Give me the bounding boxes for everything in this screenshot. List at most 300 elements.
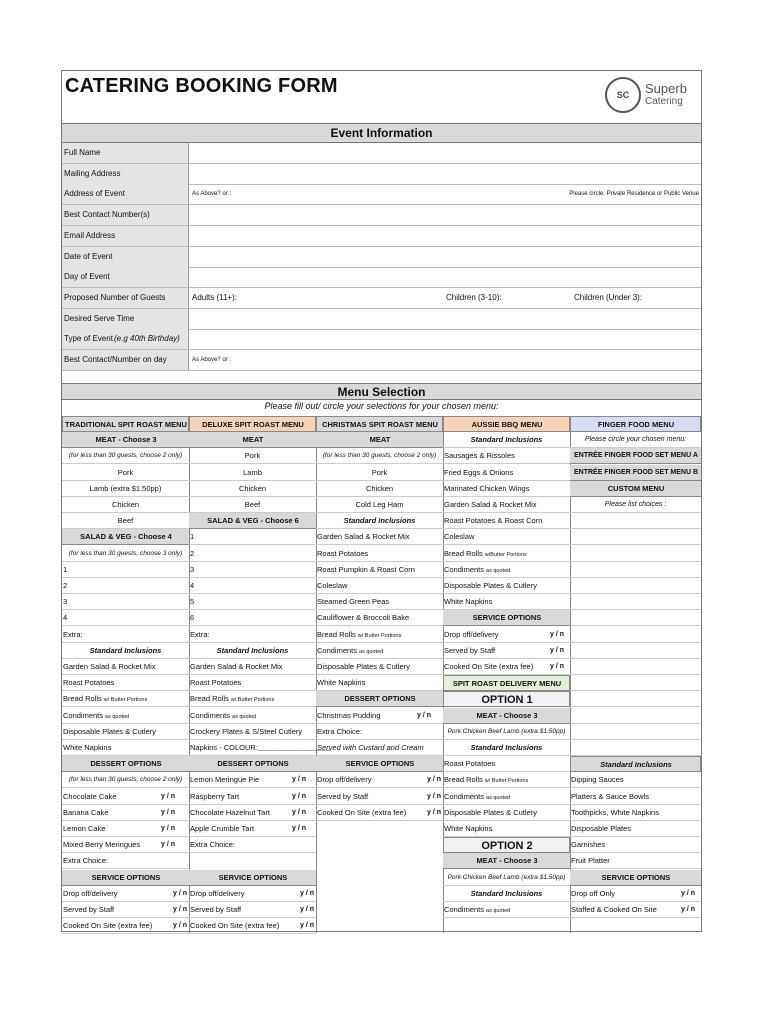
- inclusion-item: [443, 481, 570, 497]
- meat-item[interactable]: [189, 448, 316, 464]
- salad-slot[interactable]: [62, 578, 189, 594]
- event-row-input[interactable]: [190, 226, 701, 246]
- inclusion-item: [443, 594, 570, 610]
- salad-slot[interactable]: [189, 594, 316, 610]
- napkin-colour-line[interactable]: ________________________: [257, 746, 332, 752]
- inclusion-item: [570, 821, 701, 837]
- custom-choice-line[interactable]: [570, 643, 701, 659]
- extra-choice-field[interactable]: [62, 853, 189, 869]
- inclusion-item: [316, 546, 443, 562]
- salad-veg-choose-4: [62, 529, 189, 545]
- inclusion-item-text: Disposable Plates & Cutlery: [63, 726, 156, 736]
- standard-inclusions-label-text: Standard Inclusions: [600, 760, 672, 770]
- service-option-text: Drop off/delivery: [190, 888, 245, 898]
- dessert-item-text: Christmas Pudding: [317, 710, 381, 720]
- standard-inclusions-label: [62, 643, 189, 659]
- custard-note: [316, 740, 443, 756]
- meat-item[interactable]: [62, 465, 189, 481]
- service-option: [443, 627, 570, 643]
- inclusion-item-text: Garden Salad & Rocket Mix: [317, 532, 410, 542]
- service-option: [62, 902, 189, 918]
- yes-no-choice[interactable]: y / n: [426, 808, 441, 816]
- custard-note-text: Served with Custard and Cream: [317, 743, 424, 752]
- event-row: [62, 226, 701, 247]
- inclusion-item: [62, 740, 189, 756]
- meat-item-text: Beef: [244, 500, 261, 509]
- inclusion-item: [62, 691, 189, 707]
- custom-choice-line[interactable]: [570, 659, 701, 675]
- inclusion-item: [316, 529, 443, 545]
- meat-note: [62, 448, 189, 464]
- custom-choice-line[interactable]: [570, 740, 701, 756]
- event-row-input[interactable]: [190, 350, 701, 370]
- circle-menu-note-text: Please circle your chosen menu:: [584, 436, 687, 444]
- inclusion-item-text: Garden Salad & Rocket Mix: [190, 662, 283, 671]
- custom-choice-line[interactable]: [570, 594, 701, 610]
- set-menu-a-text: ENTRÉE FINGER FOOD SET MENU A: [574, 452, 698, 460]
- list-choices-note-text: Please list choices :: [604, 501, 667, 508]
- salad-slot-text: 1: [63, 564, 68, 574]
- dessert-item-text: Mixed Berry Meringues: [63, 840, 141, 850]
- inclusion-item-text: White Napkins: [444, 824, 493, 833]
- event-row-value: As Above? or :: [192, 191, 232, 198]
- service-options-header: [316, 756, 443, 772]
- spit-roast-delivery-header-text: SPIT ROAST DELIVERY MENU: [452, 679, 562, 689]
- inclusion-item: [443, 546, 570, 562]
- meat-choose-3: [62, 432, 189, 448]
- menu-note: Please fill out/ circle your selections for your chosen menu:: [264, 401, 499, 411]
- salad-slot-text: 4: [63, 613, 68, 623]
- service-option: [316, 772, 443, 788]
- yes-no-choice[interactable]: y / n: [549, 646, 564, 654]
- meat-header-text: MEAT: [242, 435, 264, 445]
- dessert-options-header: [189, 756, 316, 772]
- event-row-label: Type of Event: [62, 329, 189, 349]
- event-row-label: Mailing Address: [62, 164, 189, 184]
- list-choices-note: [570, 497, 701, 513]
- service-option-text: Cooked On Site (extra fee): [63, 921, 153, 931]
- yes-no-choice[interactable]: y / n: [172, 889, 187, 897]
- event-row-input[interactable]: [190, 143, 701, 163]
- inclusion-item-text: Platters & Sauce Bowls: [571, 791, 649, 801]
- dessert-item-text: Raspberry Tart: [190, 791, 240, 801]
- dessert-item-text: Lemon Cake: [63, 824, 106, 833]
- inclusion-item-text: Marinated Chicken Wings: [444, 483, 530, 493]
- meat-item-text: Pork: [117, 467, 134, 477]
- salad-slot-text: 4: [190, 581, 195, 590]
- yes-no-choice[interactable]: y / n: [416, 711, 431, 719]
- salad-note: [62, 546, 189, 562]
- inclusion-item: [443, 448, 570, 464]
- inclusion-item: [443, 513, 570, 529]
- custom-choice-line[interactable]: [570, 708, 701, 724]
- inclusion-item: [316, 675, 443, 691]
- extra-field-text: Extra:: [190, 629, 210, 639]
- set-menu-b[interactable]: [570, 465, 701, 481]
- meat-choices-text: Pork Chicken Beef Lamb (extra $1.50pp): [447, 873, 566, 881]
- inclusion-item: [443, 789, 570, 805]
- dessert-item-text: Apple Crumble Tart: [190, 824, 255, 833]
- yes-no-choice[interactable]: y / n: [680, 889, 695, 897]
- event-row-input[interactable]: [190, 309, 701, 329]
- service-options-header-text: SERVICE OPTIONS: [472, 613, 542, 623]
- set-menu-a[interactable]: [570, 448, 701, 464]
- inclusion-item: [62, 675, 189, 691]
- standard-inclusions-label: [443, 740, 570, 756]
- event-row-hint: (e.g 40th Birthday): [114, 334, 180, 344]
- yes-no-choice[interactable]: y / n: [160, 792, 175, 800]
- under3-label: Children (Under 3):: [574, 292, 643, 302]
- event-row-input[interactable]: [190, 247, 701, 267]
- inclusion-item-text: Roast Potatoes: [317, 548, 369, 558]
- yes-no-choice[interactable]: y / n: [172, 922, 187, 930]
- inclusion-item: [443, 529, 570, 545]
- event-row-input[interactable]: [190, 164, 701, 184]
- inclusion-item: [62, 659, 189, 675]
- inclusion-item: [443, 578, 570, 594]
- item-note: as quoted: [232, 713, 257, 720]
- event-row: [62, 143, 701, 164]
- service-options-header: [189, 870, 316, 886]
- salad-veg-choose-6: [189, 513, 316, 529]
- extra-choice-field[interactable]: [189, 837, 316, 853]
- salad-slot-text: 2: [190, 548, 195, 558]
- service-option: [62, 886, 189, 902]
- meat-choices: [443, 724, 570, 740]
- salad-note-text: (for less than 30 guests, choose 3 only): [68, 549, 183, 557]
- inclusion-item: [570, 805, 701, 821]
- meat-item[interactable]: [62, 513, 189, 529]
- item-note: w/ Butter Portions: [357, 632, 402, 639]
- meat-item-text: Beef: [117, 516, 134, 526]
- extra-choice-field[interactable]: [316, 724, 443, 740]
- inclusion-item-text: Sausages & Rissoles: [444, 451, 515, 461]
- inclusion-item: [443, 821, 570, 837]
- inclusion-item-text: Steamed Green Peas: [317, 597, 390, 607]
- service-options-header: [570, 870, 701, 886]
- service-options-header-text: SERVICE OPTIONS: [601, 872, 671, 882]
- event-row-label: Proposed Number of Guests: [62, 288, 189, 308]
- item-note: w/Butter Portions: [484, 551, 527, 558]
- venue-type-note: Please circle: Private Residence or Public Venue: [569, 191, 699, 198]
- yes-no-choice[interactable]: y / n: [160, 808, 175, 816]
- custom-menu[interactable]: [570, 481, 701, 497]
- salad-slot[interactable]: [189, 529, 316, 545]
- custom-choice-line[interactable]: [570, 562, 701, 578]
- custom-menu-text: CUSTOM MENU: [607, 483, 665, 493]
- service-option: [570, 902, 701, 918]
- salad-slot-text: 2: [63, 581, 68, 590]
- custom-choice-line[interactable]: [570, 675, 701, 691]
- napkin-colour: [189, 740, 332, 756]
- inclusion-item: [316, 562, 443, 578]
- dessert-note: [62, 772, 189, 788]
- meat-item[interactable]: [316, 497, 443, 513]
- finger-food-header-text: FINGER FOOD MENU: [597, 420, 675, 429]
- service-option: [189, 902, 316, 918]
- catering-booking-form: [61, 70, 702, 932]
- item-note: as quoted: [486, 567, 511, 574]
- yes-no-choice[interactable]: y / n: [299, 906, 314, 913]
- dessert-options-header-text: DESSERT OPTIONS: [344, 694, 416, 704]
- event-row-label: Email Address: [62, 226, 189, 246]
- service-option-text: Drop off Only: [571, 888, 616, 898]
- event-row: [62, 267, 701, 288]
- event-row-label: Date of Event: [62, 247, 189, 267]
- meat-item-text: Chicken: [111, 500, 140, 509]
- christmas-menu-header-text: CHRISTMAS SPIT ROAST MENU: [322, 420, 438, 429]
- event-row: [62, 309, 701, 330]
- meat-header-text: MEAT: [369, 435, 391, 445]
- meat-item[interactable]: [62, 481, 189, 497]
- dessert-item: [189, 821, 316, 837]
- meat-header: [189, 432, 316, 448]
- inclusion-item-text: Garden Salad & Rocket Mix: [63, 662, 156, 671]
- standard-inclusions-label-text: Standard Inclusions: [343, 516, 416, 526]
- yes-no-choice[interactable]: y / n: [680, 906, 695, 913]
- salad-slot[interactable]: [189, 578, 316, 594]
- extra-choice-field-text: Extra Choice:: [190, 840, 236, 850]
- dessert-item: [62, 821, 189, 837]
- custom-choice-line[interactable]: [570, 691, 701, 707]
- logo-sub: Catering: [645, 96, 683, 107]
- inclusion-item-text: White Napkins: [317, 678, 366, 688]
- inclusion-item-text: Crockery Plates & S/Steel Cutlery: [190, 726, 303, 736]
- item-note: w/ Butter Portions: [103, 697, 148, 704]
- inclusion-item-text: Roast Potatoes: [444, 759, 496, 769]
- service-option-text: Served by Staff: [63, 905, 115, 914]
- inclusion-item-text: Disposable Plates & Cutlery: [317, 662, 410, 671]
- yes-no-choice[interactable]: y / n: [426, 776, 441, 784]
- event-row: [62, 164, 701, 185]
- event-row-input[interactable]: [190, 267, 701, 287]
- inclusion-item-text: Roast Pumpkin & Roast Corn: [317, 564, 415, 574]
- meat-item[interactable]: [189, 481, 316, 497]
- yes-no-choice[interactable]: y / n: [160, 841, 175, 849]
- standard-inclusions-label-text: Standard Inclusions: [216, 645, 289, 655]
- standard-inclusions-label-text: Standard Inclusions: [89, 645, 162, 655]
- dessert-item: [62, 805, 189, 821]
- salad-slot[interactable]: [189, 610, 316, 626]
- salad-slot-text: 3: [190, 564, 195, 574]
- service-option-text: Served by Staff: [444, 645, 496, 655]
- inclusion-item: [62, 724, 189, 740]
- event-row: [62, 350, 701, 371]
- inclusion-item-text: Coleslaw: [444, 532, 475, 542]
- custom-choice-line[interactable]: [570, 578, 701, 594]
- set-menu-b-text: ENTRÉE FINGER FOOD SET MENU B: [573, 468, 699, 476]
- dessert-item-text: Lemon Meringue Pie: [190, 775, 260, 785]
- finger-food-header: [570, 416, 701, 432]
- logo: [605, 75, 697, 115]
- meat-choose-3-text: MEAT - Choose 3: [476, 710, 538, 720]
- form-title: CATERING BOOKING FORM: [65, 75, 338, 97]
- item-note: as quoted: [359, 648, 384, 655]
- inclusion-item-text: Roast Potatoes & Roast Corn: [444, 516, 543, 526]
- inclusion-item-text: Condiments: [444, 564, 485, 574]
- inclusion-item: [316, 659, 443, 675]
- meat-note: [316, 448, 443, 464]
- meat-item[interactable]: [316, 481, 443, 497]
- meat-item-text: Chicken: [365, 483, 394, 493]
- inclusion-item: [443, 465, 570, 481]
- event-row-input[interactable]: [190, 205, 701, 225]
- service-option: [62, 918, 189, 934]
- service-options-header: [62, 870, 189, 886]
- event-row-input[interactable]: [190, 329, 701, 349]
- dessert-item: [62, 789, 189, 805]
- standard-inclusions-label: [316, 513, 443, 529]
- inclusion-item-text: Condiments: [444, 905, 485, 914]
- inclusion-item-text: Condiments: [317, 645, 358, 655]
- inclusion-item-text: Fried Eggs & Onions: [444, 467, 514, 477]
- yes-no-choice[interactable]: y / n: [291, 808, 306, 816]
- yes-no-choice[interactable]: y / n: [549, 663, 564, 670]
- event-row: [62, 247, 701, 268]
- custom-choice-line[interactable]: [570, 529, 701, 545]
- salad-slot[interactable]: [189, 562, 316, 578]
- meat-item[interactable]: [189, 465, 316, 481]
- inclusion-item: [316, 627, 443, 643]
- inclusion-item-text: Garden Salad & Rocket Mix: [444, 500, 537, 509]
- yes-no-choice[interactable]: y / n: [291, 825, 306, 832]
- yes-no-choice[interactable]: y / n: [291, 776, 306, 784]
- dessert-item-text: Chocolate Cake: [63, 791, 117, 801]
- service-option: [443, 659, 570, 675]
- option-2-header-text: OPTION 2: [481, 840, 533, 853]
- dessert-item: [189, 805, 316, 821]
- christmas-menu-header: [316, 416, 443, 432]
- salad-slot[interactable]: [62, 610, 189, 626]
- inclusion-item: [316, 610, 443, 626]
- yes-no-choice[interactable]: y / n: [426, 792, 441, 800]
- meat-item[interactable]: [62, 497, 189, 513]
- option-1-header-text: OPTION 1: [481, 694, 533, 707]
- inclusion-item-text: Bread Rolls: [190, 694, 229, 704]
- yes-no-choice[interactable]: y / n: [299, 922, 314, 930]
- meat-note-text: (for less than 30 guests, choose 2 only): [68, 452, 183, 460]
- event-row-value: As Above? or :: [192, 357, 232, 363]
- inclusion-item: [316, 594, 443, 610]
- inclusion-item-text: White Napkins: [444, 597, 493, 607]
- napkin-colour-text: Napkins - COLOUR:: [190, 743, 258, 752]
- extra-field[interactable]: [62, 627, 189, 643]
- meat-item[interactable]: [189, 497, 316, 513]
- event-row: [62, 329, 701, 350]
- service-option-text: Served by Staff: [190, 905, 242, 914]
- meat-item-text: Cold Leg Ham: [355, 500, 404, 509]
- standard-inclusions-label: [443, 432, 570, 448]
- extra-choice-field-text: Extra Choice:: [63, 856, 109, 866]
- standard-inclusions-label: [189, 643, 316, 659]
- service-option: [189, 886, 316, 902]
- extra-field-text: Extra:: [63, 629, 83, 639]
- salad-slot[interactable]: [62, 594, 189, 610]
- yes-no-choice[interactable]: y / n: [299, 889, 314, 897]
- inclusion-item: [570, 772, 701, 788]
- item-note: w/ Butter Portions: [230, 697, 275, 704]
- event-row-label: Desired Serve Time: [62, 309, 189, 329]
- meat-item-text: Lamb (extra $1.50pp): [89, 483, 162, 493]
- service-option: [443, 643, 570, 659]
- service-option: [570, 886, 701, 902]
- custom-choice-line[interactable]: [570, 724, 701, 740]
- deluxe-menu-header-text: DELUXE SPIT ROAST MENU: [202, 420, 304, 429]
- children-label: Children (3-10):: [446, 292, 502, 302]
- service-option: [189, 918, 316, 934]
- logo-mark-icon: SC: [605, 77, 641, 113]
- inclusion-item-text: Condiments: [190, 710, 231, 720]
- event-row: [62, 288, 701, 309]
- service-option-text: Staffed & Cooked On Site: [571, 905, 657, 914]
- inclusion-item: [316, 578, 443, 594]
- inclusion-item: [189, 724, 316, 740]
- salad-slot[interactable]: [189, 546, 316, 562]
- event-row: [62, 184, 701, 205]
- inclusion-item-text: Disposable Plates: [571, 824, 632, 833]
- inclusion-item-text: Bread Rolls: [317, 629, 356, 639]
- meat-choose-3-text: MEAT - Choose 3: [476, 856, 538, 866]
- inclusion-item: [443, 772, 570, 788]
- item-note: as quoted: [105, 713, 130, 720]
- extra-field[interactable]: [189, 627, 316, 643]
- standard-inclusions-label-text: Standard Inclusions: [470, 435, 543, 445]
- custom-choice-line[interactable]: [570, 610, 701, 626]
- inclusion-item-text: Toothpicks, White Napkins: [571, 807, 659, 817]
- meat-item[interactable]: [316, 465, 443, 481]
- salad-slot[interactable]: [62, 562, 189, 578]
- standard-inclusions-label: [570, 756, 701, 772]
- item-note: as quoted: [486, 794, 511, 801]
- service-option-text: Drop off/delivery: [444, 629, 499, 639]
- meat-item-text: Pork: [244, 451, 261, 461]
- event-row-label: Day of Event: [62, 267, 189, 287]
- inclusion-item-text: Disposable Plates & Cutlery: [444, 581, 537, 590]
- yes-no-choice[interactable]: y / n: [172, 906, 187, 913]
- inclusion-item-text: Disposable Plates & Cutlery: [444, 807, 537, 817]
- inclusion-item: [189, 675, 316, 691]
- yes-no-choice[interactable]: y / n: [549, 630, 564, 638]
- dessert-item-text: Banana Cake: [63, 807, 109, 817]
- service-option-text: Cooked On Site (extra fee): [317, 807, 407, 817]
- custom-choice-line[interactable]: [570, 513, 701, 529]
- service-options-header: [443, 610, 570, 626]
- inclusion-item-text: Fruit Platter: [571, 856, 610, 866]
- yes-no-choice[interactable]: y / n: [160, 825, 175, 832]
- event-row-label: Best Contact Number(s): [62, 205, 189, 225]
- meat-choose-3: [443, 853, 570, 869]
- service-option: [316, 805, 443, 821]
- item-note: as quoted: [486, 908, 511, 914]
- dessert-options-header-text: DESSERT OPTIONS: [90, 759, 162, 769]
- inclusion-item: [316, 643, 443, 659]
- event-row: [62, 205, 701, 226]
- custom-choice-line[interactable]: [570, 627, 701, 643]
- event-row-label: Best Contact/Number on day: [62, 350, 189, 370]
- custom-choice-line[interactable]: [570, 546, 701, 562]
- service-options-header-text: SERVICE OPTIONS: [218, 872, 288, 882]
- option-2-header: [443, 837, 570, 853]
- dessert-item: [62, 837, 189, 853]
- logo-brand: Superb: [645, 81, 687, 96]
- inclusion-item: [443, 562, 570, 578]
- inclusion-item-text: Bread Rolls: [444, 775, 483, 785]
- inclusion-item: [570, 837, 701, 853]
- service-option: [316, 789, 443, 805]
- inclusion-item: [443, 497, 570, 513]
- dessert-options-header-text: DESSERT OPTIONS: [217, 759, 289, 769]
- yes-no-choice[interactable]: y / n: [291, 792, 306, 800]
